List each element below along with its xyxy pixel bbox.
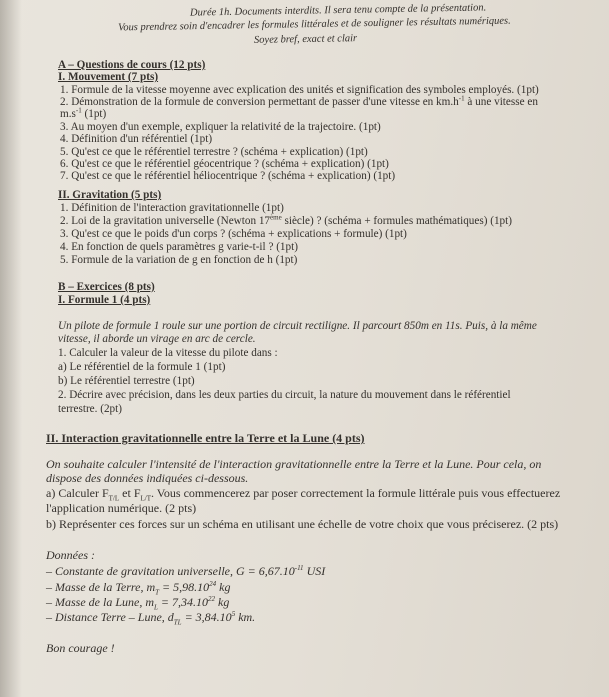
question-gravitation-1: 1. Définition de l'interaction gravitationnelle (1pt)	[60, 202, 284, 214]
exercise-formule1-title: I. Formule 1 (4 pts)	[58, 294, 151, 306]
question-mouvement-2a: 2. Démonstration de la formule de conversion permettant de passer d'une vitesse en $km.h^{-1}$ à une vitesse en	[60, 94, 538, 108]
donnee-masse-lune: – Masse de la Lune, $m_L = 7,34.10^{22}$ kg	[46, 595, 230, 612]
question-mouvement-4: 4. Définition d'un référentiel (1pt)	[60, 133, 213, 145]
exercise-formule1-q1a: a) Le référentiel de la formule 1 (1pt)	[58, 361, 226, 373]
question-mouvement-2b: $m.s^{-1}$ (1pt)	[60, 106, 107, 120]
question-mouvement-1: 1. Formule de la vitesse moyenne avec explication des unités et signification des symboles employés. (1pt)	[60, 84, 539, 96]
exercise-formule1-intro-1: Un pilote de formule 1 roule sur une portion de circuit rectiligne. Il parcourt 850m en 11s. Puis, à la même	[58, 320, 537, 332]
header-line-2: Vous prendrez soin d'encadrer les formules littérales et de souligner les résultats numériques.	[117, 15, 511, 34]
exercise-formule1-q1b: b) Le référentiel terrestre (1pt)	[58, 375, 195, 387]
section-gravitation-title: II. Gravitation (5 pts)	[58, 189, 162, 201]
question-gravitation-5: 5. Formule de la variation de g en fonction de h (1pt)	[60, 254, 298, 266]
closing-text: Bon courage !	[46, 641, 115, 655]
question-mouvement-3: 3. Au moyen d'un exemple, expliquer la relativité de la trajectoire. (1pt)	[60, 121, 381, 133]
exercise-gravitation-title: II. Interaction gravitationnelle entre la Terre et la Lune (4 pts)	[46, 431, 365, 445]
part-b-title: B – Exercices (8 pts)	[58, 281, 155, 293]
question-gravitation-2: 2. Loi de la gravitation universelle (Newton 17ème siècle) ? (schéma + formules mathématiques) (1pt)	[60, 213, 512, 227]
page-shadow	[0, 0, 22, 697]
exercise-gravitation-qb: b) Représenter ces forces sur un schéma en utilisant une échelle de votre choix que vous préciserez. (2 pts)	[46, 517, 559, 531]
donnee-masse-terre: – Masse de la Terre, $m_T = 5,98.10^{24}$ kg	[46, 580, 231, 597]
donnees-title: Données :	[46, 548, 95, 562]
exercise-gravitation-intro-1: On souhaite calculer l'intensité de l'interaction gravitationnelle entre la Terre et la Lune. Pour cela, on	[46, 457, 542, 471]
donnee-distance-terre-lune: – Distance Terre – Lune, $d_{TL} = 3,84.10^5$ km.	[46, 610, 256, 627]
exercise-formule1-q2a: 2. Décrire avec précision, dans les deux parties du circuit, la nature du mouvement dans le référentiel	[58, 389, 511, 401]
exercise-gravitation-qa-2: l'application numérique. (2 pts)	[46, 501, 197, 515]
section-mouvement-title: I. Mouvement (7 pts)	[58, 71, 159, 83]
question-gravitation-4: 4. En fonction de quels paramètres g varie-t-il ? (1pt)	[60, 241, 298, 253]
exercise-gravitation-intro-2: dispose des données indiquées ci-dessous.	[46, 471, 249, 485]
exercise-formule1-q2b: terrestre. (2pt)	[58, 403, 122, 415]
exercise-gravitation-qa-1: a) Calculer $F_{T/L}$ et $F_{L/T}$. Vous commencerez par poser correctement la formule littérale puis vous effectuerez	[46, 486, 561, 503]
donnee-gravitation-constant: – Constante de gravitation universelle, $G = 6,67.10^{-11}$ USI	[46, 564, 326, 578]
question-gravitation-3: 3. Qu'est ce que le poids d'un corps ? (schéma + explications + formule) (1pt)	[60, 228, 407, 240]
exercise-formule1-intro-2: vitesse, il aborde un virage en arc de cercle.	[58, 333, 256, 345]
exercise-formule1-q1: 1. Calculer la valeur de la vitesse du pilote dans :	[58, 347, 278, 359]
question-mouvement-5: 5. Qu'est ce que le référentiel terrestre ? (schéma + explication) (1pt)	[60, 146, 368, 158]
header-line-3: Soyez bref, exact et clair	[253, 33, 358, 46]
question-mouvement-7: 7. Qu'est ce que le référentiel héliocentrique ? (schéma + explication) (1pt)	[60, 170, 396, 182]
question-mouvement-6: 6. Qu'est ce que le référentiel géocentrique ? (schéma + explication) (1pt)	[60, 158, 389, 170]
part-a-title: A – Questions de cours (12 pts)	[58, 59, 206, 71]
header-line-1: Durée 1h. Documents interdits. Il sera tenu compte de la présentation.	[189, 2, 487, 19]
